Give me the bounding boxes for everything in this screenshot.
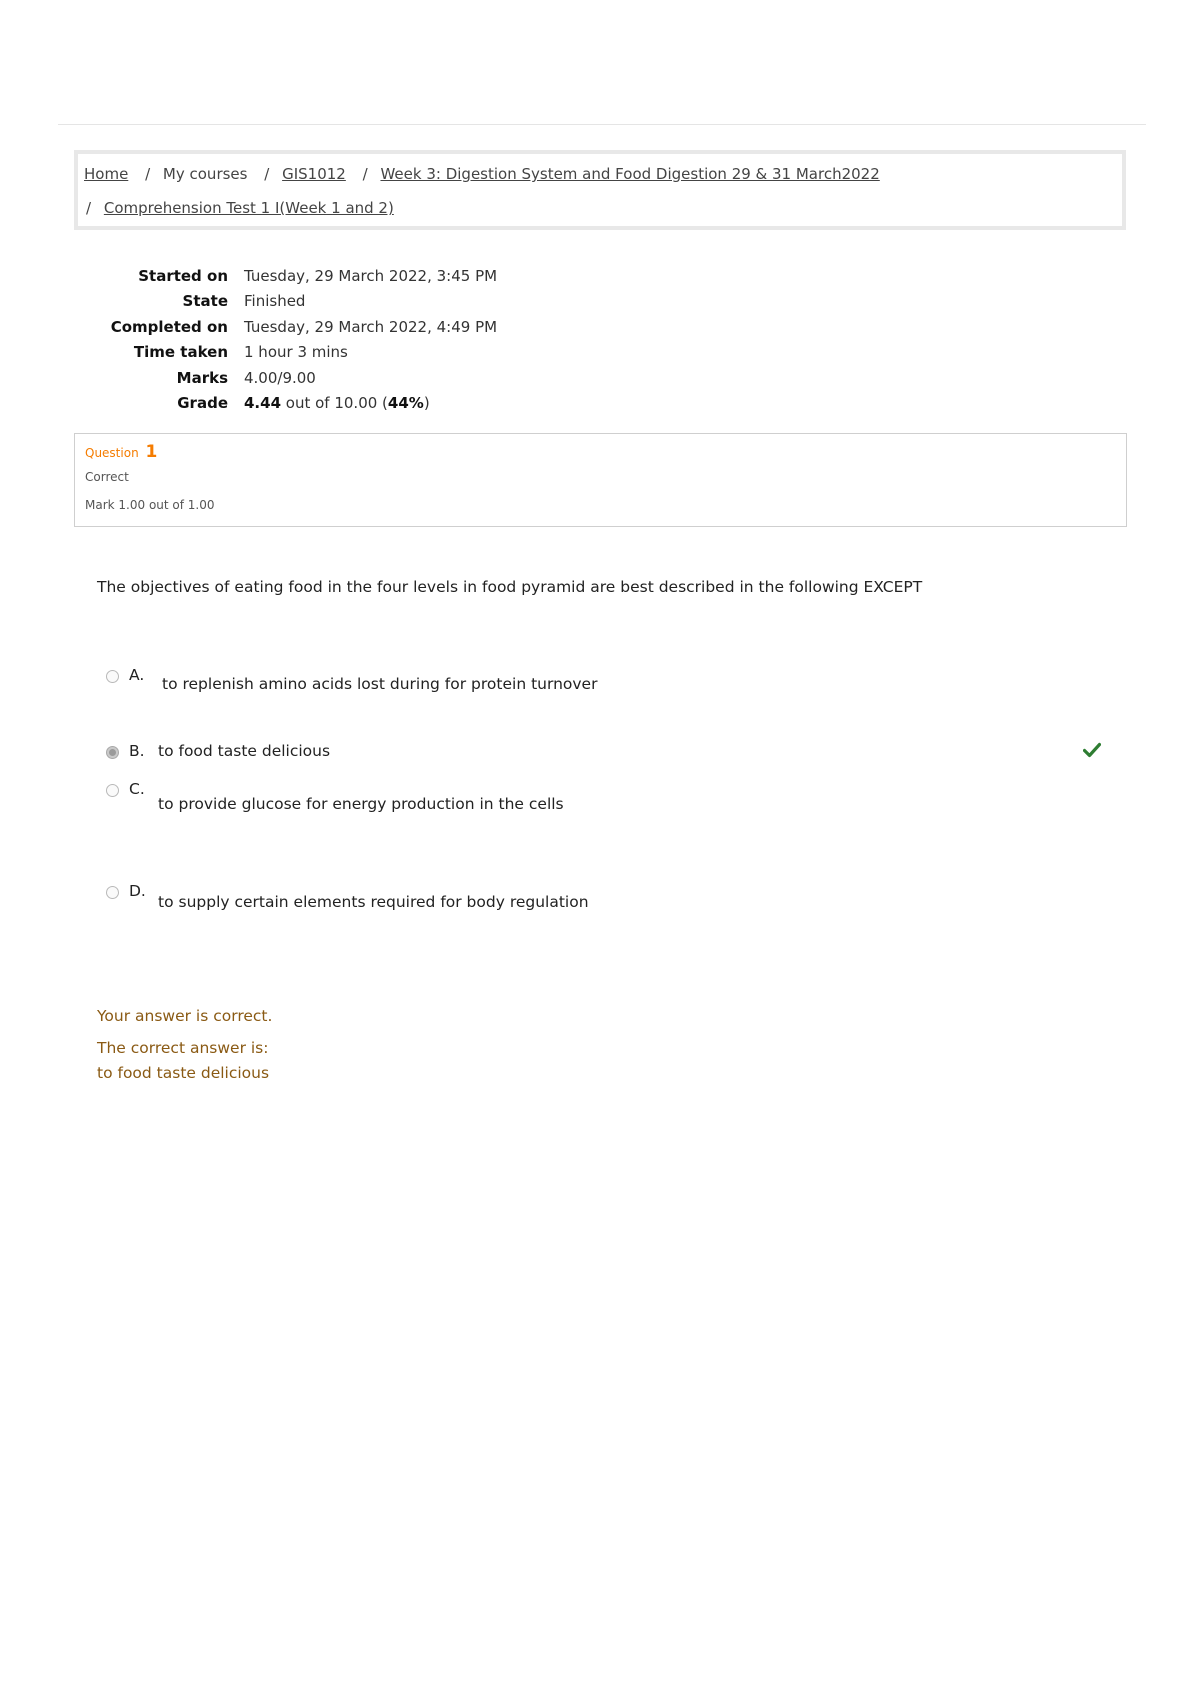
breadcrumb-home-link[interactable]: Home [84, 165, 129, 183]
option-text: to food taste delicious [158, 742, 331, 760]
grade-close: ) [423, 393, 430, 412]
question-label: Question [85, 446, 139, 460]
breadcrumb-my-courses: My courses [162, 165, 248, 183]
breadcrumb-course-link[interactable]: GIS1012 [282, 165, 346, 183]
started-value: Tuesday, 29 March 2022, 3:45 PM [244, 267, 498, 285]
attempt-summary [0, 264, 700, 416]
radio-button[interactable] [106, 784, 119, 797]
right-answer-value: to food taste delicious [97, 1064, 270, 1082]
time-taken-value: 1 hour 3 mins [244, 343, 348, 362]
question-text: The objectives of eating food in the four levels in food pyramid are best described in the following EXCEPT [97, 578, 923, 596]
breadcrumb-week-link[interactable]: Week 3: Digestion System and Food Digestion 29 & 31 March2022 [380, 165, 880, 183]
grade-label: Grade [177, 393, 228, 412]
summary-row-started [0, 264, 700, 289]
summary-row-state [0, 289, 700, 314]
breadcrumb-separator: / [86, 199, 92, 217]
question-heading [85, 442, 1116, 463]
grade-out-of: out of 10.00 ( [281, 393, 388, 412]
state-label: State [182, 292, 228, 311]
marks-value: 4.00/9.00 [244, 368, 316, 387]
completed-value: Tuesday, 29 March 2022, 4:49 PM [244, 317, 498, 336]
breadcrumb-test-link[interactable]: Comprehension Test 1 I(Week 1 and 2) [103, 199, 394, 217]
breadcrumb [74, 150, 1126, 230]
breadcrumb-line-1 [84, 164, 1122, 198]
option-text: to supply certain elements required for body regulation [158, 893, 589, 911]
state-value: Finished [244, 292, 306, 311]
radio-button[interactable] [106, 886, 119, 899]
grade-score: 4.44 [244, 393, 282, 412]
breadcrumb-line-2 [84, 198, 1122, 232]
breadcrumb-separator: / [264, 165, 270, 183]
marks-label: Marks [176, 368, 228, 387]
header-divider [58, 124, 1146, 125]
radio-button-selected[interactable] [106, 746, 119, 759]
right-answer-label: The correct answer is: [97, 1039, 269, 1057]
question-number: 1 [145, 442, 158, 462]
grade-value [244, 391, 430, 416]
summary-row-time [0, 340, 700, 365]
option-letter: A. [129, 666, 145, 684]
breadcrumb-separator: / [362, 165, 368, 183]
grade-percent: 44% [387, 393, 424, 412]
radio-button[interactable] [106, 670, 119, 683]
question-grade: Mark 1.00 out of 1.00 [85, 498, 215, 512]
started-label: Started on [138, 267, 228, 285]
breadcrumb-separator: / [145, 165, 151, 183]
summary-row-grade [0, 391, 700, 416]
time-taken-label: Time taken [133, 343, 228, 362]
option-text: to provide glucose for energy production in the cells [158, 795, 564, 813]
general-feedback: Your answer is correct. [97, 1007, 273, 1025]
option-letter: C. [129, 780, 145, 798]
summary-row-completed [0, 315, 700, 340]
question-info-box [74, 433, 1127, 527]
check-icon [1083, 742, 1101, 758]
option-letter: B. [129, 742, 145, 760]
option-text: to replenish amino acids lost during for protein turnover [162, 675, 598, 693]
option-letter: D. [129, 882, 146, 900]
summary-row-marks [0, 366, 700, 391]
completed-label: Completed on [110, 317, 228, 336]
question-state: Correct [85, 470, 129, 484]
